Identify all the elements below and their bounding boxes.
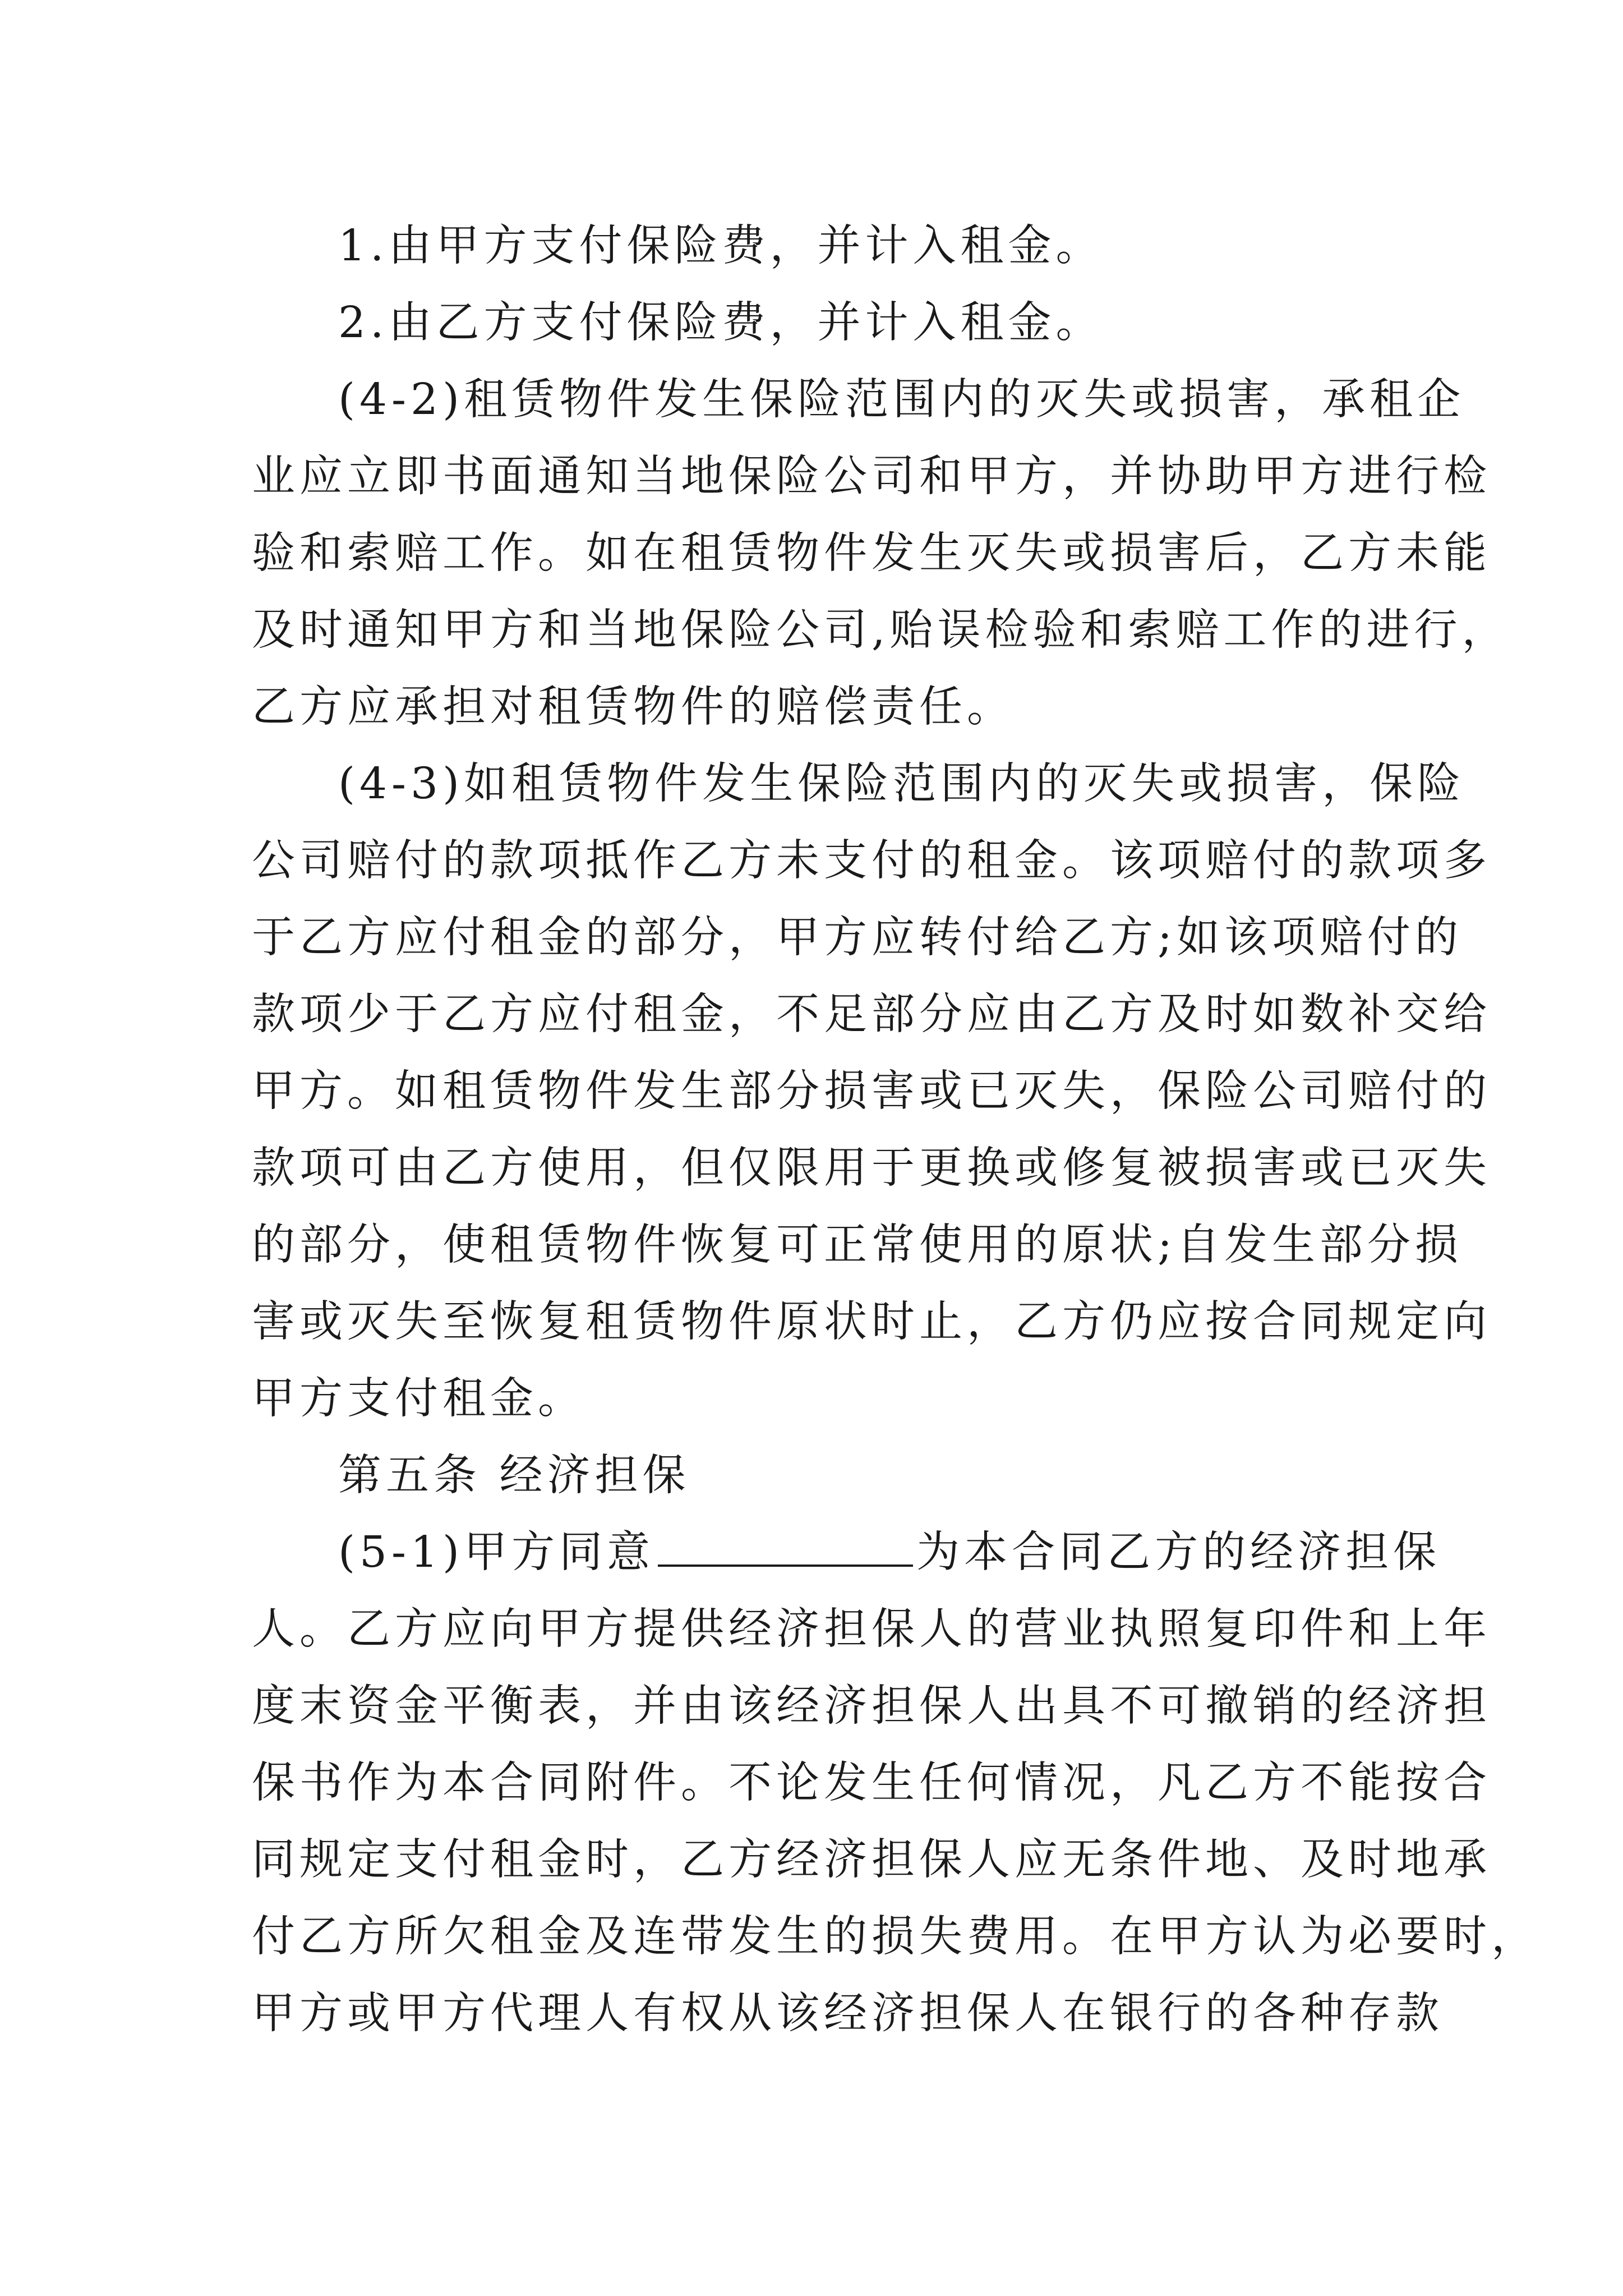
paragraph-line: 甲方。如租赁物件发生部分损害或已灭失，保险公司赔付的 xyxy=(252,1066,1491,1116)
paragraph-line: 甲方支付租金。 xyxy=(252,1374,585,1424)
paragraph-line: 付乙方所欠租金及连带发生的损失费用。在甲方认为必要时， xyxy=(252,1912,1539,1962)
paragraph-line: 款项少于乙方应付租金，不足部分应由乙方及时如数补交给 xyxy=(252,990,1491,1039)
paragraph-line: 及时通知甲方和当地保险公司,贻误检验和索赔工作的进行， xyxy=(252,605,1510,655)
paragraph-line: 款项可由乙方使用，但仅限用于更换或修复被损害或已灭失 xyxy=(252,1143,1491,1193)
paragraph-line: 人。乙方应向甲方提供经济担保人的营业执照复印件和上年 xyxy=(252,1604,1491,1654)
paragraph-line: 乙方应承担对租赁物件的赔偿责任。 xyxy=(252,682,1015,732)
paragraph-line: 业应立即书面通知当地保险公司和甲方，并协助甲方进行检 xyxy=(252,452,1491,501)
paragraph-line: 公司赔付的款项抵作乙方未支付的租金。该项赔付的款项多 xyxy=(252,836,1491,886)
line-prefix: (5-1)甲方同意 xyxy=(338,1527,655,1577)
line-suffix: 为本合同乙方的经济担保 xyxy=(916,1527,1441,1577)
paragraph-line: (4-3)如租赁物件发生保险范围内的灭失或损害，保险 xyxy=(338,759,1465,809)
paragraph-line: 2.由乙方支付保险费，并计入租金。 xyxy=(338,298,1104,348)
paragraph-line: 度末资金平衡表，并由该经济担保人出具不可撤销的经济担 xyxy=(252,1681,1491,1731)
paragraph-line: 甲方或甲方代理人有权从该经济担保人在银行的各种存款 xyxy=(252,1989,1444,2039)
paragraph-line: 的部分，使租赁物件恢复可正常使用的原状;自发生部分损 xyxy=(252,1220,1463,1270)
paragraph-line: 1.由甲方支付保险费，并计入租金。 xyxy=(338,221,1104,271)
section-heading: 第五条 经济担保 xyxy=(338,1451,690,1501)
paragraph-line: 同规定支付租金时，乙方经济担保人应无条件地、及时地承 xyxy=(252,1835,1491,1885)
paragraph-line: 验和索赔工作。如在租赁物件发生灭失或损害后，乙方未能 xyxy=(252,528,1491,578)
paragraph-line: 保书作为本合同附件。不论发生任何情况，凡乙方不能按合 xyxy=(252,1758,1491,1808)
paragraph-line: (4-2)租赁物件发生保险范围内的灭失或损害，承租企 xyxy=(338,375,1465,425)
document-body xyxy=(252,208,1539,2052)
paragraph-line: 害或灭失至恢复租赁物件原状时止，乙方仍应按合同规定向 xyxy=(252,1297,1491,1347)
paragraph-line: 于乙方应付租金的部分，甲方应转付给乙方;如该项赔付的 xyxy=(252,913,1463,963)
fill-in-blank xyxy=(658,1516,913,1567)
paragraph-line-with-blank xyxy=(252,1514,1441,1591)
